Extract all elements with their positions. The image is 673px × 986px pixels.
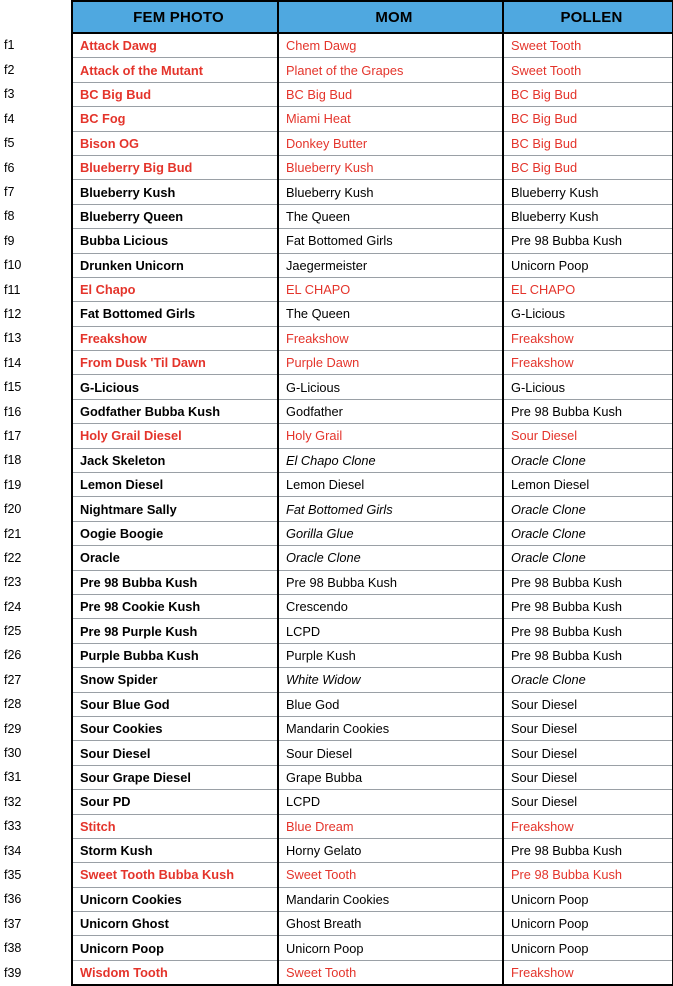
cell-fem-photo[interactable]: G-Licious bbox=[72, 375, 278, 399]
table-row[interactable] bbox=[0, 375, 673, 399]
table-row[interactable] bbox=[0, 912, 673, 936]
row-label: f17 bbox=[0, 424, 72, 448]
table-row[interactable] bbox=[0, 887, 673, 911]
cell-pollen[interactable]: Oracle Clone bbox=[503, 668, 673, 692]
table-row[interactable] bbox=[0, 473, 673, 497]
table-row[interactable] bbox=[0, 863, 673, 887]
cell-fem-photo[interactable]: Purple Bubba Kush bbox=[72, 643, 278, 667]
row-label: f4 bbox=[0, 107, 72, 131]
row-label: f35 bbox=[0, 863, 72, 887]
cell-mom[interactable]: Blueberry Kush bbox=[278, 155, 503, 179]
cell-mom[interactable]: EL CHAPO bbox=[278, 277, 503, 301]
cell-fem-photo[interactable]: Attack Dawg bbox=[72, 33, 278, 58]
cell-mom[interactable]: Jaegermeister bbox=[278, 253, 503, 277]
cell-pollen[interactable]: Unicorn Poop bbox=[503, 887, 673, 911]
cell-fem-photo[interactable]: Fat Bottomed Girls bbox=[72, 302, 278, 326]
table-row[interactable] bbox=[0, 570, 673, 594]
cell-fem-photo[interactable]: Drunken Unicorn bbox=[72, 253, 278, 277]
cell-pollen[interactable]: BC Big Bud bbox=[503, 155, 673, 179]
row-label: f5 bbox=[0, 131, 72, 155]
cell-pollen[interactable]: Sweet Tooth bbox=[503, 33, 673, 58]
cell-mom[interactable]: The Queen bbox=[278, 204, 503, 228]
cell-mom[interactable]: Gorilla Glue bbox=[278, 521, 503, 545]
table-row[interactable] bbox=[0, 326, 673, 350]
cell-mom[interactable]: Sweet Tooth bbox=[278, 863, 503, 887]
cell-fem-photo[interactable]: Unicorn Ghost bbox=[72, 912, 278, 936]
row-label: f25 bbox=[0, 619, 72, 643]
row-label: f13 bbox=[0, 326, 72, 350]
cell-mom[interactable]: The Queen bbox=[278, 302, 503, 326]
cell-pollen[interactable]: Freakshow bbox=[503, 960, 673, 985]
cell-fem-photo[interactable]: Sour Cookies bbox=[72, 716, 278, 740]
cell-pollen[interactable]: Oracle Clone bbox=[503, 448, 673, 472]
cell-mom[interactable]: Blue God bbox=[278, 692, 503, 716]
table-row[interactable] bbox=[0, 594, 673, 618]
cell-mom[interactable]: El Chapo Clone bbox=[278, 448, 503, 472]
row-label: f32 bbox=[0, 790, 72, 814]
cell-fem-photo[interactable]: From Dusk 'Til Dawn bbox=[72, 351, 278, 375]
cell-fem-photo[interactable]: Godfather Bubba Kush bbox=[72, 399, 278, 423]
cell-pollen[interactable]: Pre 98 Bubba Kush bbox=[503, 863, 673, 887]
cell-pollen[interactable]: Freakshow bbox=[503, 814, 673, 838]
cell-fem-photo[interactable]: Pre 98 Bubba Kush bbox=[72, 570, 278, 594]
cell-mom[interactable]: Freakshow bbox=[278, 326, 503, 350]
table-row[interactable] bbox=[0, 107, 673, 131]
cell-fem-photo[interactable]: Wisdom Tooth bbox=[72, 960, 278, 985]
header-row-label-spacer bbox=[0, 1, 72, 33]
cell-pollen[interactable]: Pre 98 Bubba Kush bbox=[503, 570, 673, 594]
cell-mom[interactable]: LCPD bbox=[278, 619, 503, 643]
table-row[interactable] bbox=[0, 180, 673, 204]
cell-mom[interactable]: Miami Heat bbox=[278, 107, 503, 131]
table-row[interactable] bbox=[0, 790, 673, 814]
cell-pollen[interactable]: BC Big Bud bbox=[503, 82, 673, 106]
cell-mom[interactable]: Lemon Diesel bbox=[278, 473, 503, 497]
row-label: f39 bbox=[0, 960, 72, 985]
cell-pollen[interactable]: Sour Diesel bbox=[503, 741, 673, 765]
row-label: f3 bbox=[0, 82, 72, 106]
cell-pollen[interactable]: BC Big Bud bbox=[503, 131, 673, 155]
row-label: f31 bbox=[0, 765, 72, 789]
table-row[interactable] bbox=[0, 424, 673, 448]
table-row[interactable] bbox=[0, 960, 673, 985]
column-header-mom[interactable]: MOM bbox=[278, 1, 503, 33]
cell-mom[interactable]: Chem Dawg bbox=[278, 33, 503, 58]
cell-pollen[interactable]: Sour Diesel bbox=[503, 790, 673, 814]
cell-fem-photo[interactable]: Pre 98 Cookie Kush bbox=[72, 594, 278, 618]
table-row[interactable] bbox=[0, 204, 673, 228]
cell-fem-photo[interactable]: Lemon Diesel bbox=[72, 473, 278, 497]
cell-pollen[interactable]: Sour Diesel bbox=[503, 424, 673, 448]
table-header-row bbox=[0, 1, 673, 33]
table-row[interactable] bbox=[0, 668, 673, 692]
table-row[interactable] bbox=[0, 936, 673, 960]
cell-mom[interactable]: Blue Dream bbox=[278, 814, 503, 838]
row-label: f16 bbox=[0, 399, 72, 423]
table-row[interactable] bbox=[0, 741, 673, 765]
cell-pollen[interactable]: Pre 98 Bubba Kush bbox=[503, 229, 673, 253]
cell-mom[interactable]: Crescendo bbox=[278, 594, 503, 618]
cell-mom[interactable]: Holy Grail bbox=[278, 424, 503, 448]
cell-mom[interactable]: Blueberry Kush bbox=[278, 180, 503, 204]
row-label: f34 bbox=[0, 838, 72, 862]
cell-fem-photo[interactable]: Oogie Boogie bbox=[72, 521, 278, 545]
cell-mom[interactable]: BC Big Bud bbox=[278, 82, 503, 106]
cell-pollen[interactable]: EL CHAPO bbox=[503, 277, 673, 301]
table-row[interactable] bbox=[0, 765, 673, 789]
cell-pollen[interactable]: Freakshow bbox=[503, 326, 673, 350]
table-row[interactable] bbox=[0, 155, 673, 179]
cell-fem-photo[interactable]: Jack Skeleton bbox=[72, 448, 278, 472]
cell-mom[interactable]: White Widow bbox=[278, 668, 503, 692]
table-row[interactable] bbox=[0, 82, 673, 106]
cell-mom[interactable]: G-Licious bbox=[278, 375, 503, 399]
row-label: f7 bbox=[0, 180, 72, 204]
row-label: f19 bbox=[0, 473, 72, 497]
cell-fem-photo[interactable]: Unicorn Cookies bbox=[72, 887, 278, 911]
cell-pollen[interactable]: Blueberry Kush bbox=[503, 180, 673, 204]
cell-mom[interactable]: Sweet Tooth bbox=[278, 960, 503, 985]
row-label: f15 bbox=[0, 375, 72, 399]
row-label: f10 bbox=[0, 253, 72, 277]
cell-fem-photo[interactable]: Nightmare Sally bbox=[72, 497, 278, 521]
table-row[interactable] bbox=[0, 838, 673, 862]
cell-mom[interactable]: LCPD bbox=[278, 790, 503, 814]
table-row[interactable] bbox=[0, 131, 673, 155]
table-row[interactable] bbox=[0, 58, 673, 82]
cell-mom[interactable]: Fat Bottomed Girls bbox=[278, 229, 503, 253]
cell-pollen[interactable]: Oracle Clone bbox=[503, 497, 673, 521]
column-header-fem-photo[interactable]: FEM PHOTO bbox=[72, 1, 278, 33]
cell-fem-photo[interactable]: Blueberry Kush bbox=[72, 180, 278, 204]
cell-fem-photo[interactable]: Sour Grape Diesel bbox=[72, 765, 278, 789]
cell-mom[interactable]: Godfather bbox=[278, 399, 503, 423]
table-row[interactable] bbox=[0, 448, 673, 472]
row-label: f30 bbox=[0, 741, 72, 765]
row-label: f2 bbox=[0, 58, 72, 82]
table-row[interactable] bbox=[0, 33, 673, 58]
row-label: f29 bbox=[0, 716, 72, 740]
row-label: f33 bbox=[0, 814, 72, 838]
cell-fem-photo[interactable]: Attack of the Mutant bbox=[72, 58, 278, 82]
cell-pollen[interactable]: Sour Diesel bbox=[503, 716, 673, 740]
cell-pollen[interactable]: Freakshow bbox=[503, 351, 673, 375]
cell-fem-photo[interactable]: Blueberry Queen bbox=[72, 204, 278, 228]
cell-fem-photo[interactable]: Snow Spider bbox=[72, 668, 278, 692]
cell-fem-photo[interactable]: Stitch bbox=[72, 814, 278, 838]
cell-mom[interactable]: Pre 98 Bubba Kush bbox=[278, 570, 503, 594]
table-body bbox=[0, 33, 673, 985]
cell-pollen[interactable]: BC Big Bud bbox=[503, 107, 673, 131]
table-row[interactable] bbox=[0, 351, 673, 375]
row-label: f23 bbox=[0, 570, 72, 594]
row-label: f18 bbox=[0, 448, 72, 472]
cell-pollen[interactable]: Sour Diesel bbox=[503, 765, 673, 789]
cell-pollen[interactable]: Pre 98 Bubba Kush bbox=[503, 643, 673, 667]
row-label: f21 bbox=[0, 521, 72, 545]
cell-mom[interactable]: Grape Bubba bbox=[278, 765, 503, 789]
cell-pollen[interactable]: Unicorn Poop bbox=[503, 936, 673, 960]
cell-pollen[interactable]: Lemon Diesel bbox=[503, 473, 673, 497]
cell-fem-photo[interactable]: Bison OG bbox=[72, 131, 278, 155]
cell-pollen[interactable]: G-Licious bbox=[503, 302, 673, 326]
row-label: f6 bbox=[0, 155, 72, 179]
table-row[interactable] bbox=[0, 521, 673, 545]
cell-fem-photo[interactable]: Sweet Tooth Bubba Kush bbox=[72, 863, 278, 887]
cell-mom[interactable]: Horny Gelato bbox=[278, 838, 503, 862]
cell-fem-photo[interactable]: Sour PD bbox=[72, 790, 278, 814]
cell-pollen[interactable]: Sweet Tooth bbox=[503, 58, 673, 82]
cell-mom[interactable]: Mandarin Cookies bbox=[278, 887, 503, 911]
row-label: f24 bbox=[0, 594, 72, 618]
cell-pollen[interactable]: Oracle Clone bbox=[503, 546, 673, 570]
table-row[interactable] bbox=[0, 253, 673, 277]
cell-fem-photo[interactable]: Bubba Licious bbox=[72, 229, 278, 253]
table-row[interactable] bbox=[0, 399, 673, 423]
row-label: f22 bbox=[0, 546, 72, 570]
column-header-pollen[interactable]: POLLEN bbox=[503, 1, 673, 33]
cell-mom[interactable]: Ghost Breath bbox=[278, 912, 503, 936]
table-row[interactable] bbox=[0, 277, 673, 301]
cell-fem-photo[interactable]: BC Fog bbox=[72, 107, 278, 131]
row-label: f26 bbox=[0, 643, 72, 667]
cell-pollen[interactable]: Sour Diesel bbox=[503, 692, 673, 716]
row-label: f38 bbox=[0, 936, 72, 960]
table-row[interactable] bbox=[0, 716, 673, 740]
row-label: f1 bbox=[0, 33, 72, 58]
cell-fem-photo[interactable]: Pre 98 Purple Kush bbox=[72, 619, 278, 643]
cell-mom[interactable]: Fat Bottomed Girls bbox=[278, 497, 503, 521]
cell-fem-photo[interactable]: Storm Kush bbox=[72, 838, 278, 862]
cell-mom[interactable]: Sour Diesel bbox=[278, 741, 503, 765]
table-row[interactable] bbox=[0, 229, 673, 253]
cell-mom[interactable]: Purple Kush bbox=[278, 643, 503, 667]
row-label: f14 bbox=[0, 351, 72, 375]
row-label: f20 bbox=[0, 497, 72, 521]
cell-mom[interactable]: Unicorn Poop bbox=[278, 936, 503, 960]
row-label: f28 bbox=[0, 692, 72, 716]
cell-pollen[interactable]: Unicorn Poop bbox=[503, 253, 673, 277]
row-label: f11 bbox=[0, 277, 72, 301]
cell-mom[interactable]: Mandarin Cookies bbox=[278, 716, 503, 740]
cell-pollen[interactable]: Unicorn Poop bbox=[503, 912, 673, 936]
table-row[interactable] bbox=[0, 546, 673, 570]
row-label: f8 bbox=[0, 204, 72, 228]
cell-pollen[interactable]: G-Licious bbox=[503, 375, 673, 399]
cell-fem-photo[interactable]: Holy Grail Diesel bbox=[72, 424, 278, 448]
table-row[interactable] bbox=[0, 814, 673, 838]
cell-fem-photo[interactable]: Oracle bbox=[72, 546, 278, 570]
table-row[interactable] bbox=[0, 619, 673, 643]
table-row[interactable] bbox=[0, 643, 673, 667]
row-label: f12 bbox=[0, 302, 72, 326]
cell-fem-photo[interactable]: Unicorn Poop bbox=[72, 936, 278, 960]
cell-fem-photo[interactable]: Freakshow bbox=[72, 326, 278, 350]
row-label: f9 bbox=[0, 229, 72, 253]
cell-fem-photo[interactable]: BC Big Bud bbox=[72, 82, 278, 106]
cell-pollen[interactable]: Blueberry Kush bbox=[503, 204, 673, 228]
cell-pollen[interactable]: Pre 98 Bubba Kush bbox=[503, 619, 673, 643]
cell-pollen[interactable]: Oracle Clone bbox=[503, 521, 673, 545]
table-row[interactable] bbox=[0, 692, 673, 716]
cell-fem-photo[interactable]: Sour Blue God bbox=[72, 692, 278, 716]
row-label: f27 bbox=[0, 668, 72, 692]
cell-fem-photo[interactable]: El Chapo bbox=[72, 277, 278, 301]
table-row[interactable] bbox=[0, 302, 673, 326]
cell-mom[interactable]: Donkey Butter bbox=[278, 131, 503, 155]
table-row[interactable] bbox=[0, 497, 673, 521]
row-label: f36 bbox=[0, 887, 72, 911]
cell-fem-photo[interactable]: Sour Diesel bbox=[72, 741, 278, 765]
cell-mom[interactable]: Planet of the Grapes bbox=[278, 58, 503, 82]
row-label: f37 bbox=[0, 912, 72, 936]
cell-fem-photo[interactable]: Blueberry Big Bud bbox=[72, 155, 278, 179]
cell-pollen[interactable]: Pre 98 Bubba Kush bbox=[503, 594, 673, 618]
cell-pollen[interactable]: Pre 98 Bubba Kush bbox=[503, 399, 673, 423]
cell-pollen[interactable]: Pre 98 Bubba Kush bbox=[503, 838, 673, 862]
cell-mom[interactable]: Purple Dawn bbox=[278, 351, 503, 375]
cell-mom[interactable]: Oracle Clone bbox=[278, 546, 503, 570]
